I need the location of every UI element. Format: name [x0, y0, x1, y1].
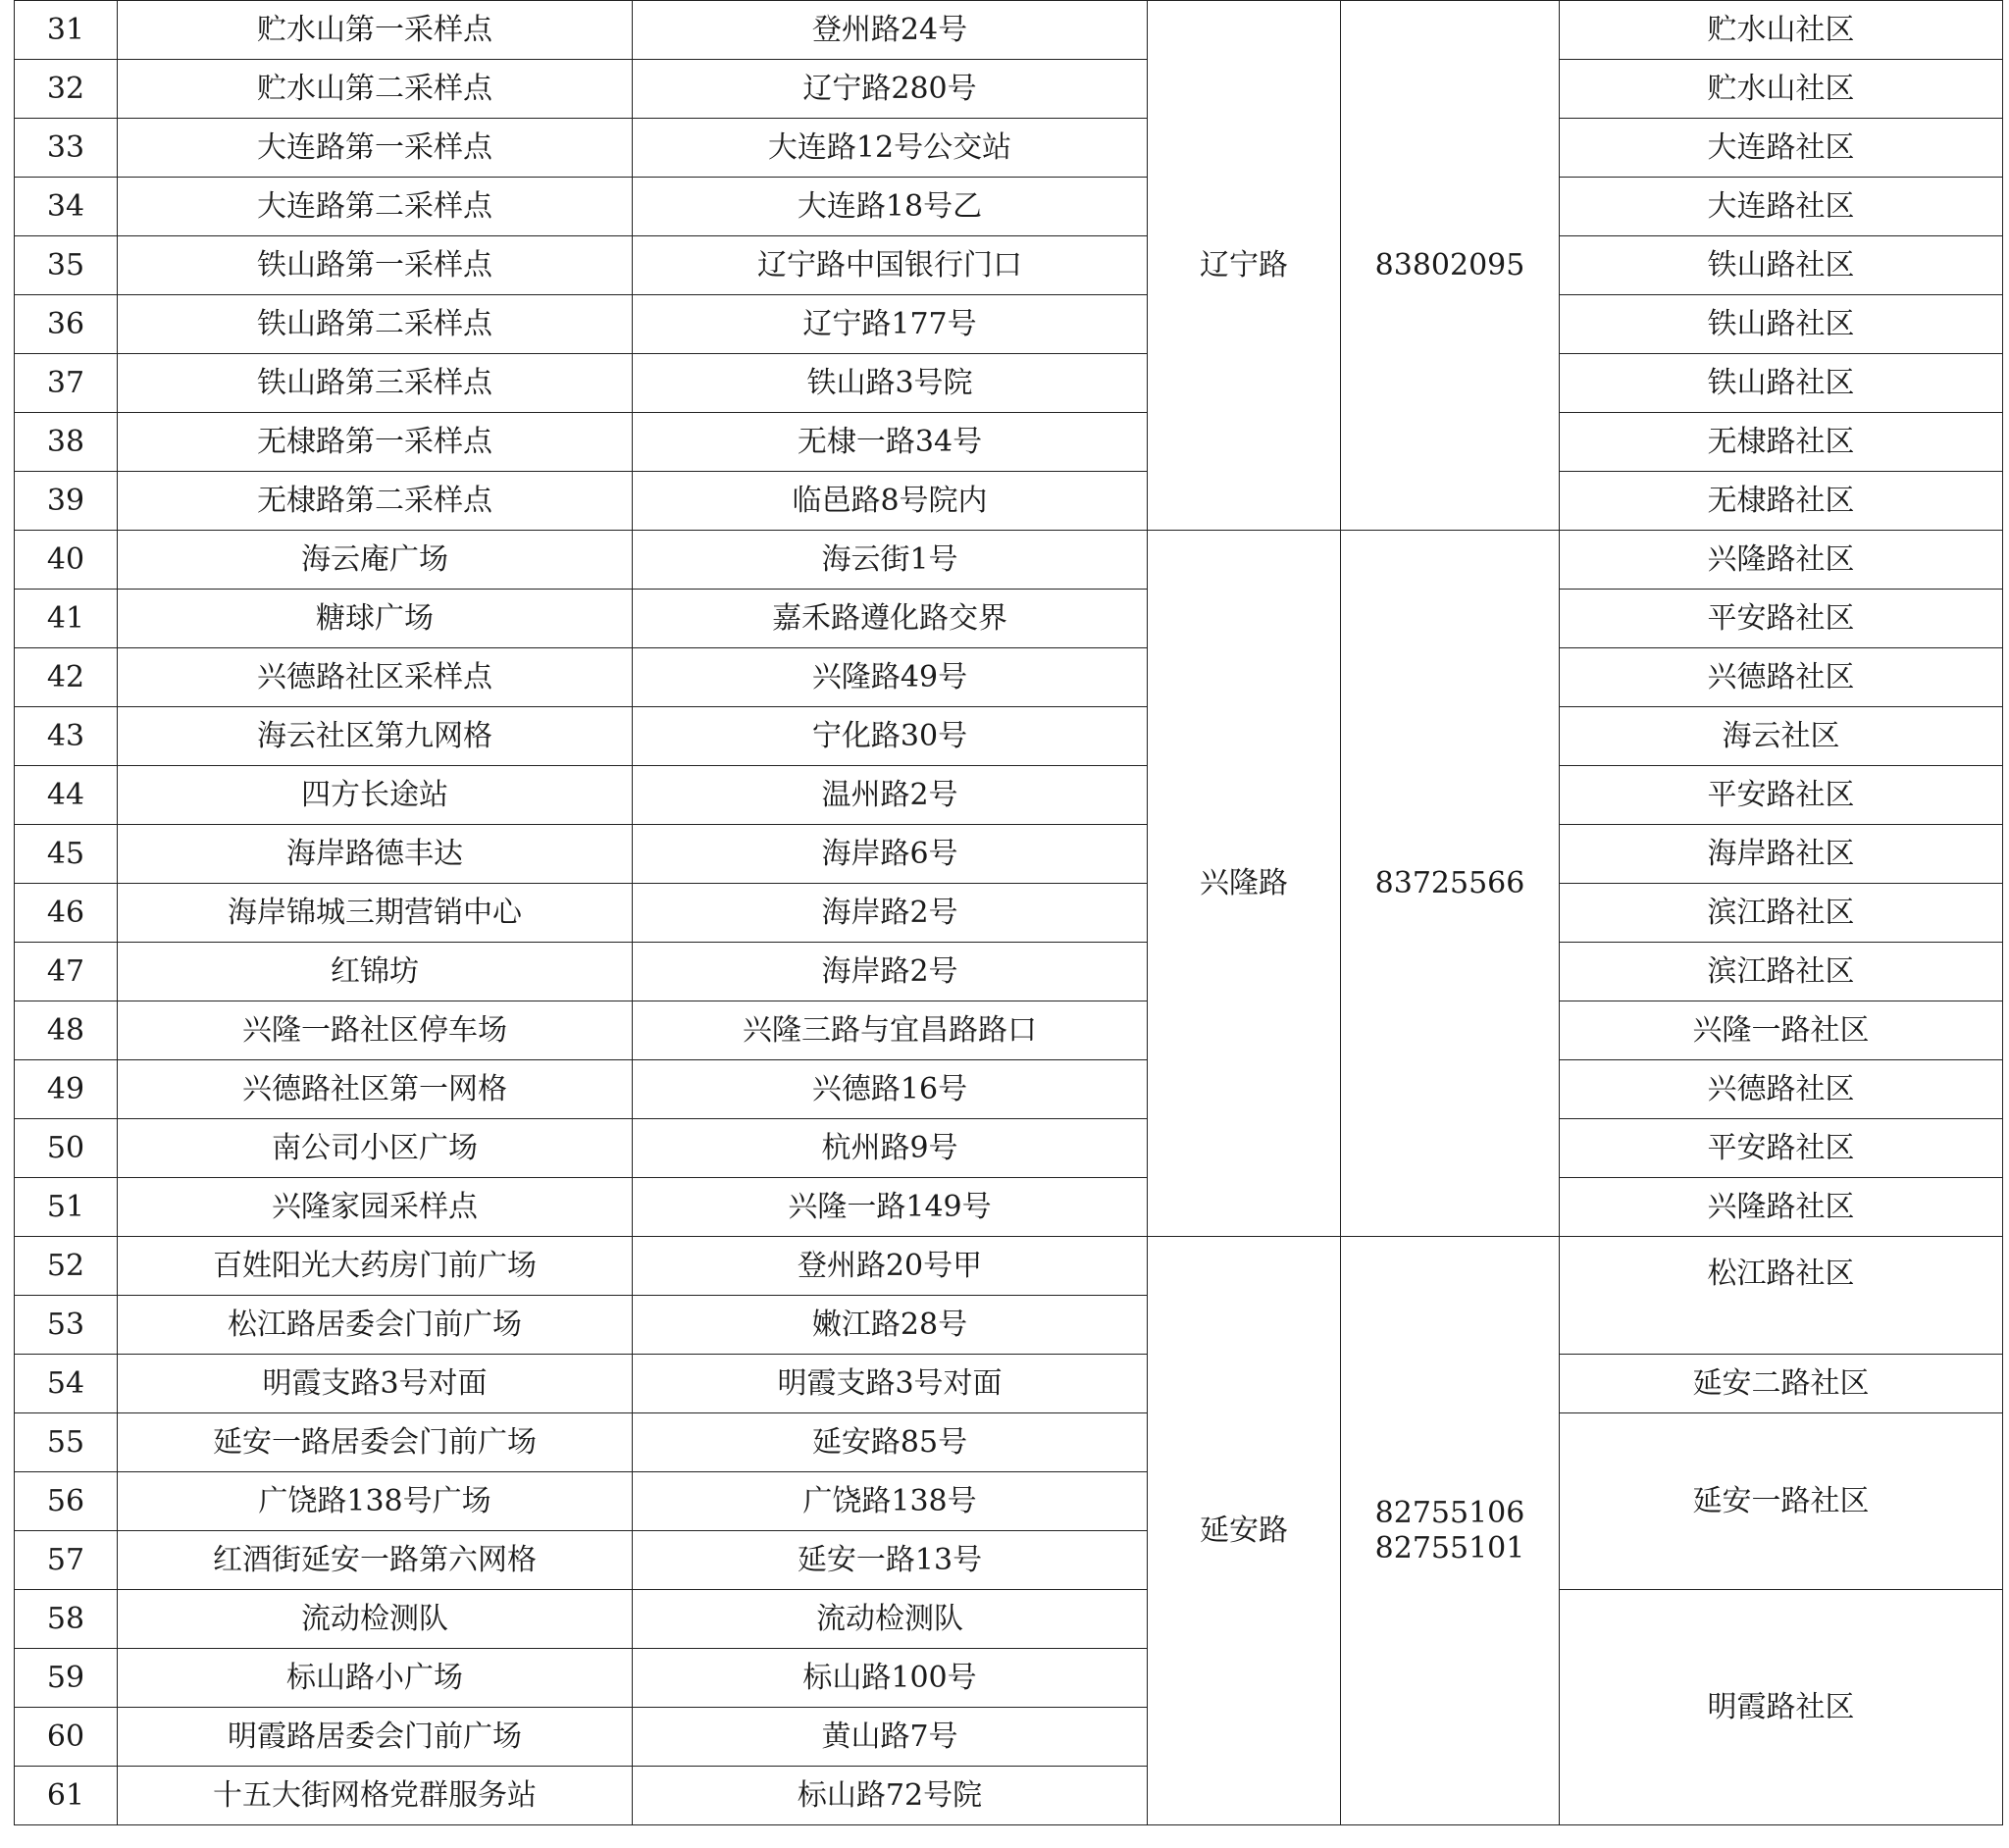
table-row	[15, 943, 2003, 1001]
row-number: 60	[15, 1708, 118, 1767]
community: 平安路社区	[1560, 1119, 2003, 1178]
community: 平安路社区	[1560, 766, 2003, 825]
row-number: 48	[15, 1001, 118, 1060]
contact-phone	[1341, 1, 1560, 531]
site-name: 流动检测队	[118, 1590, 633, 1649]
table-row	[15, 1590, 2003, 1649]
row-number: 43	[15, 707, 118, 766]
site-address: 辽宁路中国银行门口	[633, 236, 1148, 295]
table-row	[15, 1119, 2003, 1178]
site-name: 铁山路第三采样点	[118, 354, 633, 413]
row-number: 31	[15, 1, 118, 60]
row-number: 54	[15, 1355, 118, 1413]
row-number: 42	[15, 648, 118, 707]
site-name: 兴隆家园采样点	[118, 1178, 633, 1237]
site-address: 宁化路30号	[633, 707, 1148, 766]
table-row	[15, 884, 2003, 943]
table-row	[15, 236, 2003, 295]
site-address: 嘉禾路遵化路交界	[633, 590, 1148, 648]
table-row	[15, 119, 2003, 178]
site-address: 流动检测队	[633, 1590, 1148, 1649]
row-number: 34	[15, 178, 118, 236]
table-row	[15, 766, 2003, 825]
table-row	[15, 707, 2003, 766]
row-number: 40	[15, 531, 118, 590]
row-number: 37	[15, 354, 118, 413]
site-name: 兴德路社区采样点	[118, 648, 633, 707]
table-row	[15, 1355, 2003, 1413]
site-address: 温州路2号	[633, 766, 1148, 825]
table-row	[15, 531, 2003, 590]
row-number: 55	[15, 1413, 118, 1472]
community: 兴德路社区	[1560, 1060, 2003, 1119]
community: 海云社区	[1560, 707, 2003, 766]
community: 松江路社区	[1560, 1237, 2003, 1355]
community: 无棣路社区	[1560, 413, 2003, 472]
site-name: 铁山路第一采样点	[118, 236, 633, 295]
site-address: 大连路18号乙	[633, 178, 1148, 236]
table-row	[15, 472, 2003, 531]
site-name: 百姓阳光大药房门前广场	[118, 1237, 633, 1296]
site-address: 杭州路9号	[633, 1119, 1148, 1178]
site-name: 贮水山第一采样点	[118, 1, 633, 60]
site-name: 糖球广场	[118, 590, 633, 648]
community: 明霞路社区	[1560, 1590, 2003, 1825]
row-number: 45	[15, 825, 118, 884]
site-address: 无棣一路34号	[633, 413, 1148, 472]
site-address: 兴德路16号	[633, 1060, 1148, 1119]
site-address: 临邑路8号院内	[633, 472, 1148, 531]
community: 大连路社区	[1560, 178, 2003, 236]
community: 平安路社区	[1560, 590, 2003, 648]
table-row	[15, 590, 2003, 648]
row-number: 46	[15, 884, 118, 943]
site-address: 广饶路138号	[633, 1472, 1148, 1531]
table-row	[15, 1001, 2003, 1060]
site-address: 登州路24号	[633, 1, 1148, 60]
row-number: 50	[15, 1119, 118, 1178]
site-name: 海岸路德丰达	[118, 825, 633, 884]
site-name: 兴隆一路社区停车场	[118, 1001, 633, 1060]
site-name: 海岸锦城三期营销中心	[118, 884, 633, 943]
table-row	[15, 178, 2003, 236]
table-row	[15, 648, 2003, 707]
contact-phone	[1341, 531, 1560, 1237]
street-name: 延安路	[1148, 1237, 1341, 1825]
table-row	[15, 295, 2003, 354]
row-number: 49	[15, 1060, 118, 1119]
table-row	[15, 825, 2003, 884]
site-name: 明霞支路3号对面	[118, 1355, 633, 1413]
site-name: 红酒街延安一路第六网格	[118, 1531, 633, 1590]
site-name: 延安一路居委会门前广场	[118, 1413, 633, 1472]
site-name: 铁山路第二采样点	[118, 295, 633, 354]
site-name: 四方长途站	[118, 766, 633, 825]
site-address: 延安路85号	[633, 1413, 1148, 1472]
row-number: 32	[15, 60, 118, 119]
row-number: 52	[15, 1237, 118, 1296]
site-address: 海岸路2号	[633, 943, 1148, 1001]
community: 海岸路社区	[1560, 825, 2003, 884]
site-address: 标山路100号	[633, 1649, 1148, 1708]
row-number: 58	[15, 1590, 118, 1649]
row-number: 53	[15, 1296, 118, 1355]
community: 铁山路社区	[1560, 295, 2003, 354]
community: 铁山路社区	[1560, 236, 2003, 295]
site-name: 广饶路138号广场	[118, 1472, 633, 1531]
site-address: 辽宁路177号	[633, 295, 1148, 354]
table-row	[15, 1060, 2003, 1119]
contact-phone	[1341, 1237, 1560, 1825]
site-address: 海岸路6号	[633, 825, 1148, 884]
row-number: 33	[15, 119, 118, 178]
row-number: 39	[15, 472, 118, 531]
site-name: 松江路居委会门前广场	[118, 1296, 633, 1355]
site-name: 贮水山第二采样点	[118, 60, 633, 119]
community: 延安二路社区	[1560, 1355, 2003, 1413]
phone-number: 82755106	[1374, 1495, 1525, 1530]
site-name: 大连路第一采样点	[118, 119, 633, 178]
community: 兴隆路社区	[1560, 1178, 2003, 1237]
row-number: 47	[15, 943, 118, 1001]
row-number: 56	[15, 1472, 118, 1531]
site-address: 兴隆路49号	[633, 648, 1148, 707]
street-name: 兴隆路	[1148, 531, 1341, 1237]
site-name: 海云庵广场	[118, 531, 633, 590]
site-name: 明霞路居委会门前广场	[118, 1708, 633, 1767]
table-row	[15, 1413, 2003, 1472]
phone-number: 83725566	[1374, 865, 1525, 900]
table-row	[15, 354, 2003, 413]
site-address: 标山路72号院	[633, 1767, 1148, 1825]
table-row	[15, 60, 2003, 119]
community: 铁山路社区	[1560, 354, 2003, 413]
site-name: 无棣路第一采样点	[118, 413, 633, 472]
site-name: 无棣路第二采样点	[118, 472, 633, 531]
community: 兴隆一路社区	[1560, 1001, 2003, 1060]
site-name: 红锦坊	[118, 943, 633, 1001]
row-number: 61	[15, 1767, 118, 1825]
table-row	[15, 413, 2003, 472]
street-name: 辽宁路	[1148, 1, 1341, 531]
table-row	[15, 1, 2003, 60]
community: 兴隆路社区	[1560, 531, 2003, 590]
site-address: 明霞支路3号对面	[633, 1355, 1148, 1413]
site-address: 兴隆三路与宜昌路路口	[633, 1001, 1148, 1060]
community: 贮水山社区	[1560, 1, 2003, 60]
phone-number: 82755101	[1374, 1530, 1525, 1566]
row-number: 36	[15, 295, 118, 354]
row-number: 35	[15, 236, 118, 295]
site-address: 海云街1号	[633, 531, 1148, 590]
site-address: 海岸路2号	[633, 884, 1148, 943]
site-address: 兴隆一路149号	[633, 1178, 1148, 1237]
community: 兴德路社区	[1560, 648, 2003, 707]
site-address: 黄山路7号	[633, 1708, 1148, 1767]
row-number: 44	[15, 766, 118, 825]
row-number: 57	[15, 1531, 118, 1590]
row-number: 59	[15, 1649, 118, 1708]
community: 贮水山社区	[1560, 60, 2003, 119]
community: 无棣路社区	[1560, 472, 2003, 531]
site-address: 辽宁路280号	[633, 60, 1148, 119]
community: 滨江路社区	[1560, 884, 2003, 943]
site-address: 大连路12号公交站	[633, 119, 1148, 178]
testing-sites-table	[14, 0, 2003, 1825]
row-number: 51	[15, 1178, 118, 1237]
row-number: 41	[15, 590, 118, 648]
community: 延安一路社区	[1560, 1413, 2003, 1590]
table-row	[15, 1178, 2003, 1237]
community: 大连路社区	[1560, 119, 2003, 178]
phone-number: 83802095	[1374, 247, 1525, 282]
site-name: 大连路第二采样点	[118, 178, 633, 236]
site-name: 标山路小广场	[118, 1649, 633, 1708]
site-name: 十五大街网格党群服务站	[118, 1767, 633, 1825]
site-name: 南公司小区广场	[118, 1119, 633, 1178]
table-row	[15, 1237, 2003, 1296]
community: 滨江路社区	[1560, 943, 2003, 1001]
site-address: 延安一路13号	[633, 1531, 1148, 1590]
row-number: 38	[15, 413, 118, 472]
site-name: 海云社区第九网格	[118, 707, 633, 766]
site-name: 兴德路社区第一网格	[118, 1060, 633, 1119]
site-address: 铁山路3号院	[633, 354, 1148, 413]
site-address: 登州路20号甲	[633, 1237, 1148, 1296]
site-address: 嫩江路28号	[633, 1296, 1148, 1355]
